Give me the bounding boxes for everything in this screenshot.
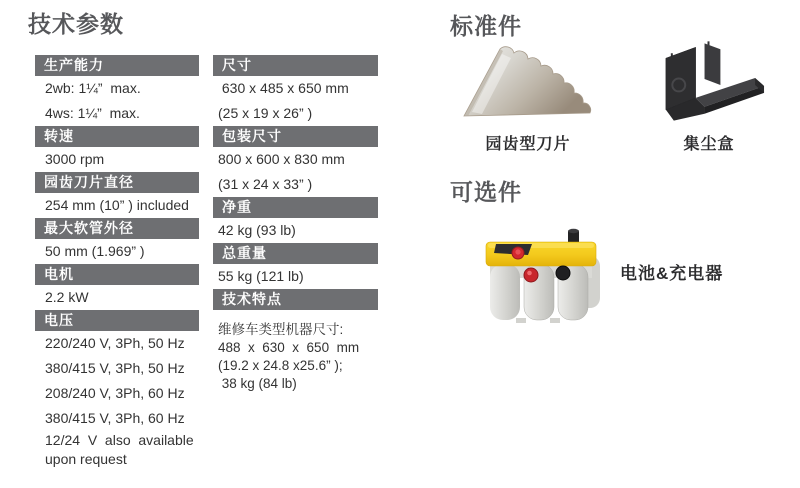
spec-line: (19.2 x 24.8 x25.6” ); [218,358,343,373]
spec-section-blade-diameter [35,172,199,218]
spec-section-header: 电压 [35,310,199,331]
spec-section-header: 尺寸 [213,55,378,76]
spec-note-line: upon request [45,451,127,467]
saw-blade-icon [458,46,598,122]
spec-line: 380/415 V, 3Ph, 50 Hz [45,360,185,376]
spec-section-header: 技术特点 [213,289,378,310]
optional-parts-title: 可选件 [450,179,522,205]
spec-column-left [35,55,199,469]
spec-line: 55 kg (121 lb) [218,268,304,284]
spec-line: 208/240 V, 3Ph, 60 Hz [45,385,185,401]
spec-line: (31 x 24 x 33” ) [218,176,313,192]
spec-line: (25 x 19 x 26” ) [218,105,313,121]
spec-line: 38 kg (84 lb) [218,376,297,391]
spec-section-motor [35,264,199,310]
spec-section-net-weight [213,197,378,243]
spec-line: 220/240 V, 3Ph, 50 Hz [45,335,185,351]
spec-line: 42 kg (93 lb) [218,222,296,238]
spec-line: 维修车类型机器尺寸: [218,322,344,337]
spec-section-header: 电机 [35,264,199,285]
spec-note-line: 12/24 V also available [45,432,194,448]
spec-line: 2wb: 1¼” max. [45,80,141,96]
spec-line: 3000 rpm [45,151,105,167]
spec-section-header: 园齿刀片直径 [35,172,199,193]
spec-section-max-hose-od [35,218,199,264]
spec-line: 380/415 V, 3Ph, 60 Hz [45,410,185,426]
spec-section-tech-features [213,289,378,393]
spec-section-header: 净重 [213,197,378,218]
spec-section-gross-weight [213,243,378,289]
battery-figure [477,218,605,329]
spec-line: 50 mm (1.969” ) [45,243,145,259]
saw-blade-figure [450,46,606,154]
saw-blade-label: 园齿型刀片 [485,136,571,153]
spec-column-right [213,55,378,393]
standard-parts-title: 标准件 [450,13,522,39]
spec-section-header: 包装尺寸 [213,126,378,147]
spec-line: 254 mm (10” ) included [45,197,189,213]
spec-line: 800 x 600 x 830 mm [218,151,345,167]
spec-section-header: 最大软管外径 [35,218,199,239]
spec-line: 4ws: 1¼” max. [45,105,140,121]
spec-section-header: 总重量 [213,243,378,264]
dust-box-label: 集尘盒 [683,136,735,153]
spec-section-dimensions [213,55,378,126]
dust-box-figure [648,40,770,154]
battery-icon [478,218,604,324]
spec-section-speed [35,126,199,172]
battery-charger-label: 电池&充电器 [620,264,724,283]
tech-feature-block [213,321,378,393]
spec-section-packing-dimensions [213,126,378,197]
spec-line: 2.2 kW [45,289,89,305]
spec-section-capacity [35,55,199,126]
spec-line: 488 x 630 x 650 mm [218,340,360,355]
spec-section-header: 生产能力 [35,55,199,76]
spec-section-voltage [35,310,199,469]
spec-section-header: 转速 [35,126,199,147]
dust-box-icon [652,40,766,122]
page-title: 技术参数 [28,11,124,37]
spec-line: 630 x 485 x 650 mm [218,80,349,96]
